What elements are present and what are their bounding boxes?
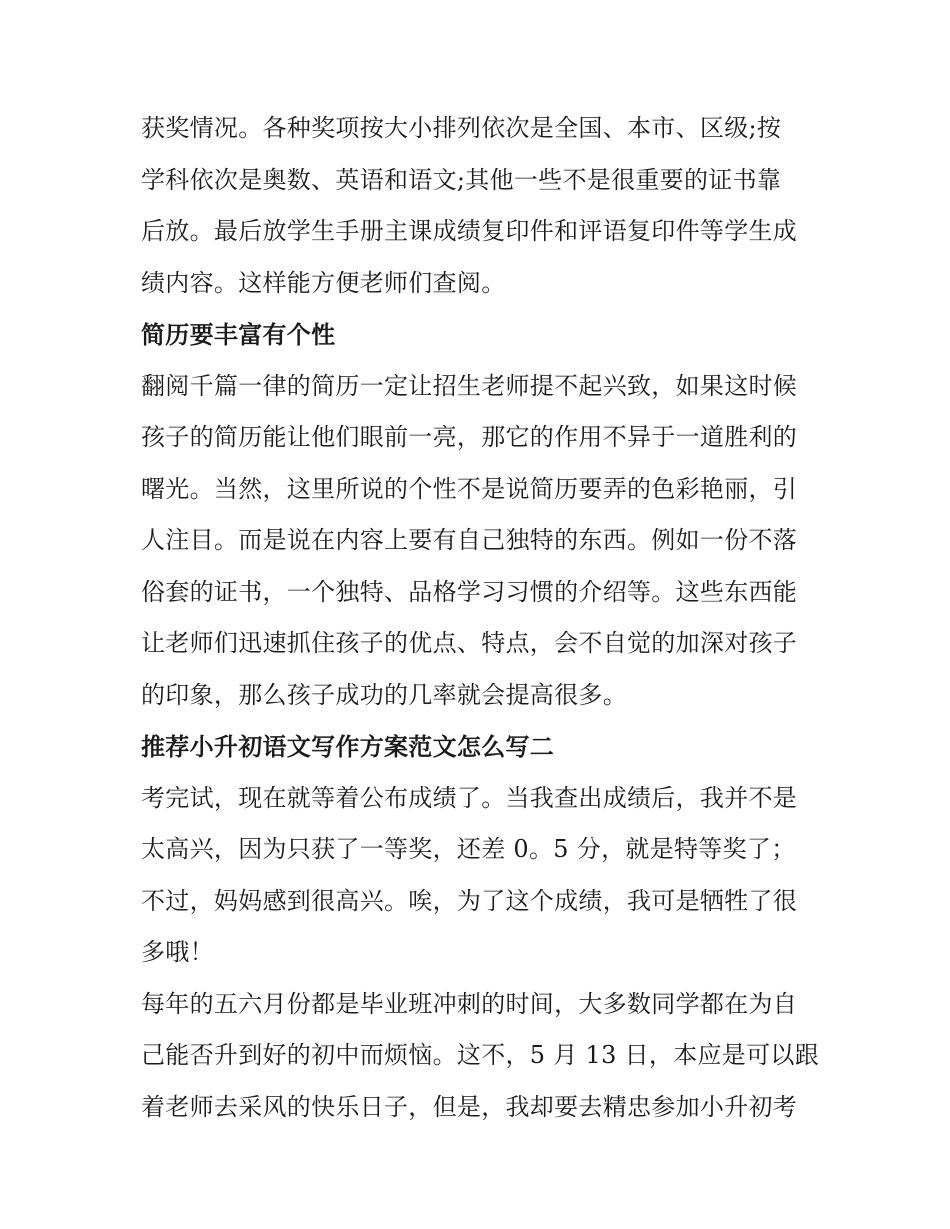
text-line: 每年的五六月份都是毕业班冲刺的时间，大多数同学都在为自: [141, 989, 798, 1018]
text-line: 己能否升到好的初中而烦恼。这不，5 月 13 日，本应是可以跟: [141, 1041, 819, 1069]
text-line: 不过，妈妈感到很高兴。唉，为了这个成绩，我可是牺牲了很: [141, 886, 798, 915]
paragraph-resume-personality: [141, 361, 813, 722]
paragraph-graduation-season: [141, 979, 819, 1134]
text-line: 获奖情况。各种奖项按大小排列依次是全国、本市、区级;按: [141, 114, 782, 142]
paragraph-awards-order: [141, 103, 813, 309]
text-line: 太高兴，因为只获了一等奖，还差 0。5 分，就是特等奖了；: [141, 835, 796, 863]
text-line: 多哦！: [141, 938, 214, 966]
text-line: 人注目。而是说在内容上要有自己独特的东西。例如一份不落: [141, 526, 798, 554]
text-line: 俗套的证书，一个独特、品格学习习惯的介绍等。这些东西能: [141, 577, 798, 606]
text-line: 让老师们迅速抓住孩子的优点、特点，会不自觉的加深对孩子: [141, 629, 798, 657]
document-page: [141, 103, 819, 1133]
section-heading-essay-two: 推荐小升初语文写作方案范文怎么写二: [141, 732, 555, 761]
text-line: 绩内容。这样能方便老师们查阅。: [141, 268, 506, 297]
section-heading-resume-personality: 简历要丰富有个性: [141, 320, 336, 349]
text-line: 翻阅千篇一律的简历一定让招生老师提不起兴致，如果这时候: [141, 371, 798, 400]
text-line: 孩子的简历能让他们眼前一亮，那它的作用不异于一道胜利的: [141, 423, 798, 451]
text-line: 学科依次是奥数、英语和语文;其他一些不是很重要的证书靠: [141, 165, 782, 194]
text-line: 曙光。当然，这里所说的个性不是说简历要弄的色彩艳丽，引: [141, 474, 798, 503]
text-line: 着老师去采风的快乐日子，但是，我却要去精忠参加小升初考: [141, 1092, 798, 1121]
text-line: 后放。最后放学生手册主课成绩复印件和评语复印件等学生成: [141, 217, 798, 245]
paragraph-exam-result: [141, 773, 813, 979]
text-line: 考完试，现在就等着公布成绩了。当我查出成绩后，我并不是: [141, 783, 798, 812]
text-line: 的印象，那么孩子成功的几率就会提高很多。: [141, 680, 627, 709]
